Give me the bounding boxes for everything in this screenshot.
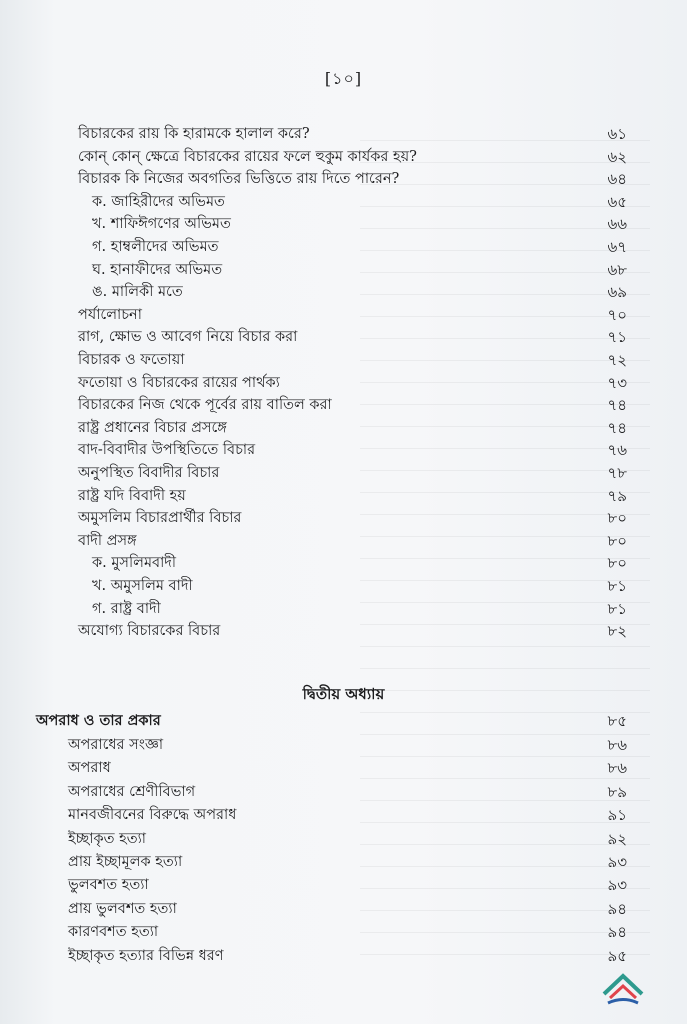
- toc-entry-page-number: ৮৫: [607, 712, 627, 730]
- toc-entry: [0, 920, 687, 944]
- toc-entry-page-number: ৯৪: [607, 923, 627, 942]
- toc-entry-page-number: ৭১: [607, 328, 627, 347]
- toc-entry: [0, 574, 687, 598]
- toc-entry-page-number: ৯৩: [607, 853, 627, 871]
- toc-entry-title: বিচারক কি নিজের অবগতির ভিত্তিতে রায় দিতে পারেন?: [78, 171, 400, 188]
- toc-entry-title: অপরাধ: [68, 760, 111, 777]
- toc-entry-page-number: ৮১: [607, 599, 627, 618]
- toc-entry-page-number: ৬৪: [607, 170, 627, 189]
- toc-entry-title: ভুলবশত হত্যা: [68, 877, 149, 894]
- toc-entry-page-number: ৯৪: [607, 899, 627, 918]
- toc-entry-title: গ. রাষ্ট্র বাদী: [92, 600, 161, 617]
- toc-entry: [0, 873, 687, 897]
- toc-entry-page-number: ৬১: [607, 125, 627, 143]
- toc-entry: [0, 803, 687, 827]
- toc-entry: [0, 850, 687, 874]
- toc-entry-page-number: ৮০: [607, 554, 627, 573]
- toc-entry-title: অমুসলিম বিচারপ্রার্থীর বিচার: [78, 510, 242, 527]
- toc-entry-title: বিচারকের রায় কি হারামকে হালাল করে?: [78, 126, 310, 142]
- toc-entry-page-number: ৮৯: [607, 782, 627, 801]
- toc-entry-page-number: ৭৪: [607, 418, 627, 437]
- toc-entry-page-number: ৬৯: [607, 283, 627, 302]
- toc-entry-title: মানবজীবনের বিরুদ্ধে অপরাধ: [68, 807, 237, 824]
- toc-entry-page-number: ৮০: [607, 531, 627, 550]
- toc-entry-title: ঙ. মালিকী মতে: [92, 284, 183, 301]
- toc-entry: [0, 529, 687, 553]
- toc-entry-title: বাদী প্রসঙ্গ: [78, 532, 137, 549]
- toc-entry-page-number: ৮৬: [607, 759, 627, 778]
- toc-entry: [0, 235, 687, 259]
- toc-entry-page-number: ৬৬: [607, 215, 627, 234]
- toc-entry: [0, 551, 687, 575]
- toc-entry: [0, 258, 687, 282]
- toc-entry-title: ক. জাহিরীদের অভিমত: [92, 193, 225, 210]
- toc-entry: [0, 709, 687, 733]
- toc-entry-title: অপরাধের সংজ্ঞা: [68, 737, 164, 753]
- toc-entry-title: প্রায় ইচ্ছামূলক হত্যা: [68, 854, 183, 870]
- toc-entry: [0, 461, 687, 485]
- toc-entry-title: কোন্ কোন্ ক্ষেত্রে বিচারকের রায়ের ফলে হুকুম কার্যকর হয়?: [78, 148, 417, 165]
- toc-entry: [0, 484, 687, 508]
- toc-entry: [0, 280, 687, 304]
- toc-entry-page-number: ৭৪: [607, 396, 627, 415]
- toc-entry-page-number: ৭০: [607, 305, 627, 324]
- toc-entry: [0, 371, 687, 395]
- toc-entry: [0, 597, 687, 621]
- toc-entry: [0, 438, 687, 462]
- toc-entry-title: অপরাধের শ্রেণীবিভাগ: [68, 783, 196, 800]
- toc-entry-page-number: ৭৩: [607, 373, 627, 392]
- toc-entry-title: ঘ. হানাফীদের অভিমত: [92, 261, 223, 278]
- toc-entry-page-number: ৬৫: [607, 192, 627, 211]
- toc-entry-title: ক. মুসলিমবাদী: [92, 555, 177, 572]
- toc-entry-title: প্রায় ভুলবশত হত্যা: [68, 900, 177, 917]
- toc-entry-page-number: ৯১: [607, 806, 627, 825]
- toc-entry: [0, 145, 687, 169]
- toc-entry-title: বাদ-বিবাদীর উপস্থিতিতে বিচার: [78, 442, 256, 459]
- toc-entry-page-number: ৬৭: [607, 238, 627, 256]
- publisher-logo-icon: [600, 966, 646, 1006]
- toc-entry: [0, 167, 687, 191]
- toc-entry-title: রাগ, ক্ষোভ ও আবেগ নিয়ে বিচার করা: [78, 329, 298, 346]
- toc-entry: [0, 325, 687, 349]
- toc-entry: [0, 303, 687, 327]
- toc-entry: [0, 756, 687, 780]
- toc-entry: [0, 897, 687, 921]
- toc-entry-title: খ. শাফিঈগণের অভিমত: [92, 216, 231, 233]
- toc-entry-page-number: ৮০: [607, 509, 627, 528]
- toc-entry-page-number: ৮১: [607, 577, 627, 595]
- toc-entry-title: ফতোয়া ও বিচারকের রায়ের পার্থক্য: [78, 374, 280, 391]
- toc-entry: [0, 212, 687, 236]
- toc-entry: [0, 506, 687, 530]
- toc-entry-title: অনুপস্থিত বিবাদীর বিচার: [78, 465, 220, 481]
- toc-entry: [0, 780, 687, 804]
- toc-entry-title: রাষ্ট্র প্রধানের বিচার প্রসঙ্গে: [78, 419, 227, 436]
- toc-entry-title: অপরাধ ও তার প্রকার: [36, 712, 161, 729]
- toc-entry: [0, 416, 687, 440]
- toc-entry-page-number: ৮২: [607, 622, 627, 641]
- toc-entry-title: বিচারকের নিজ থেকে পূর্বের রায় বাতিল করা: [78, 397, 332, 414]
- toc-entry-page-number: ৭৮: [607, 464, 627, 482]
- toc-entry: [0, 827, 687, 851]
- toc-entry-title: কারণবশত হত্যা: [68, 924, 159, 941]
- toc-entry: [0, 944, 687, 968]
- toc-entry-page-number: ৯৩: [607, 876, 627, 895]
- page-number: [১০]: [324, 69, 363, 88]
- toc-entry-page-number: ৯৫: [607, 946, 627, 965]
- toc-entry-page-number: ৭২: [607, 351, 627, 369]
- toc-entry: [0, 348, 687, 372]
- toc-entry-page-number: ৬৮: [607, 260, 627, 279]
- toc-entry-title: খ. অমুসলিম বাদী: [92, 578, 193, 594]
- toc-entry-title: রাষ্ট্র যদি বিবাদী হয়: [78, 487, 186, 504]
- toc-entry-page-number: ৯২: [607, 829, 627, 848]
- toc-entry-title: অযোগ্য বিচারকের বিচার: [78, 623, 221, 640]
- toc-entry: [0, 190, 687, 214]
- toc-entry: [0, 733, 687, 757]
- toc-entry-title: গ. হাম্বলীদের অভিমত: [92, 239, 219, 255]
- toc-entry-page-number: ৬২: [607, 147, 627, 166]
- toc-entry: [0, 619, 687, 643]
- toc-entry-page-number: ৮৬: [607, 736, 627, 754]
- toc-entry: [0, 393, 687, 417]
- toc-entry-page-number: ৭৬: [607, 441, 627, 460]
- toc-entry-title: ইচ্ছাকৃত হত্যার বিভিন্ন ধরণ: [68, 947, 224, 964]
- toc-entry: [0, 122, 687, 146]
- toc-entry-title: বিচারক ও ফতোয়া: [78, 352, 185, 368]
- chapter-heading: দ্বিতীয় অধ্যায়: [302, 685, 385, 703]
- toc-entry-title: ইচ্ছাকৃত হত্যা: [68, 830, 147, 847]
- toc-entry-title: পর্যালোচনা: [78, 306, 142, 323]
- toc-entry-page-number: ৭৯: [607, 486, 627, 505]
